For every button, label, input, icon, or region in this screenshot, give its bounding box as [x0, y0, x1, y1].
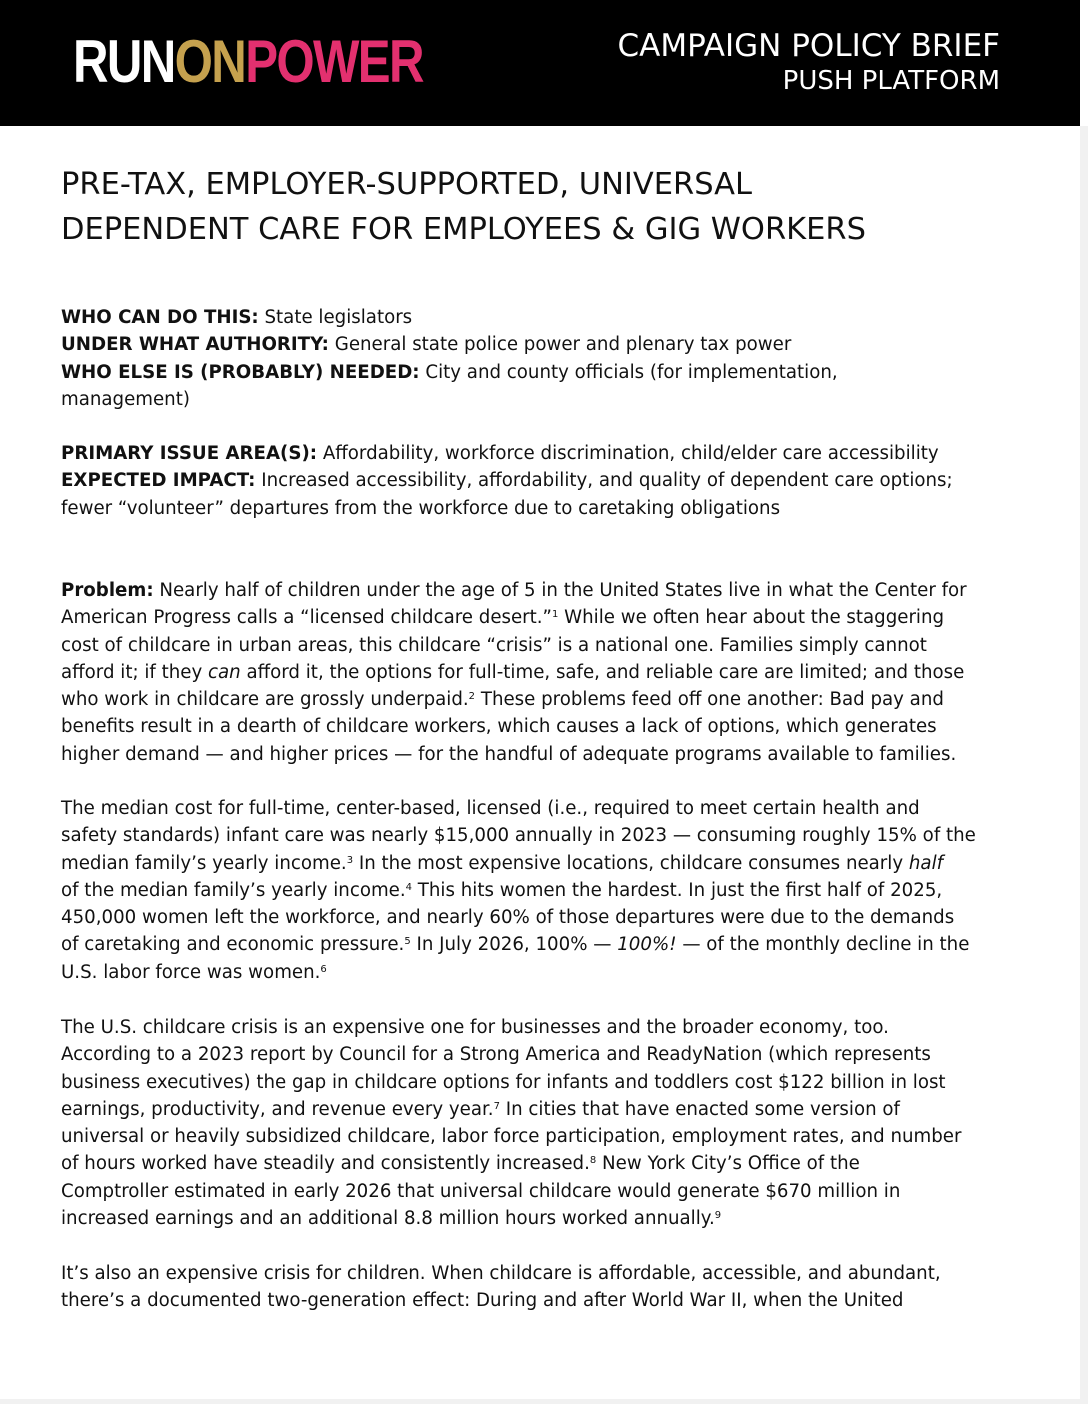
page-edge-bottom — [0, 1399, 1088, 1404]
logo-on: ON — [174, 28, 246, 95]
authority-value: General state police power and plenary tax power — [328, 334, 792, 356]
who-label: WHO CAN DO THIS: — [61, 307, 259, 328]
needed-label: WHO ELSE IS (PROBABLY) NEEDED: — [61, 361, 420, 383]
impact-label: EXPECTED IMPACT: — [61, 470, 256, 492]
needed-row-cont: management) — [61, 388, 190, 410]
who-value: State legislators — [258, 307, 413, 328]
issue-impact-section — [61, 440, 1021, 522]
title-line: DEPENDENT CARE FOR EMPLOYEES & GIG WORKERS — [61, 212, 866, 247]
needed-value: City and county officials (for implementation, — [419, 361, 838, 383]
children-paragraph: It’s also an expensive crisis for children. When childcare is affordable, accessible, and abundant, there’s a documented two-generation effect: During and after World War II, when the United — [61, 1263, 941, 1312]
logo-power: POWER — [245, 28, 423, 95]
issue-label: PRIMARY ISSUE AREA(S): — [61, 443, 318, 464]
footnote-ref[interactable]: 6 — [320, 963, 327, 975]
brief-heading — [618, 28, 1001, 98]
issue-value: Affordability, workforce discrimination, child/elder care accessibility — [317, 443, 939, 464]
footnote-ref[interactable]: 7 — [493, 1100, 500, 1112]
footnote-ref[interactable]: 5 — [404, 936, 411, 948]
actors-section — [61, 304, 1021, 413]
problem-paragraph: Problem: Nearly half of children under the age of 5 in the United States live in what the Center for American Progress calls a “licensed childcare desert.”$^1$ While we often hear about the staggering cost of childcare in urban areas, this childcare “crisis” is a national one. Families simply cannot afford it; if they can afford it, the options for full-time, safe, and reliable care are limited; and those who work in childcare are grossly underpaid.$^2$ These problems feed off one another: Bad pay and benefits result in a dearth of childcare workers, which causes a lack of options, which generates higher demand — and higher prices — for the handful of adequate programs available to families. — [61, 580, 967, 765]
who-can-do-row — [61, 304, 1021, 331]
footnote-ref[interactable]: 3 — [346, 854, 354, 866]
footnote-ref[interactable]: 8 — [589, 1155, 597, 1167]
footnote-ref[interactable]: 1 — [551, 609, 559, 621]
runonpower-logo — [73, 30, 423, 94]
impact-row-cont: fewer “volunteer” departures from the workforce due to caretaking obligations — [61, 497, 781, 519]
footnote-ref[interactable]: 2 — [468, 691, 476, 703]
impact-row — [61, 467, 1021, 494]
impact-value: Increased accessibility, affordability, and quality of dependent care options; — [255, 470, 953, 492]
cost-paragraph: The median cost for full-time, center-based, licensed (i.e., required to meet certain health and safety standards) infant care was nearly $15,000 annually in 2023 — consuming roughly 15% of the median family’s yearly income.$^3$ In the most expensive locations, childcare consumes nearly half of the median family’s yearly income.$^4$ This hits women the hardest. In just the first half of 2025, 450,000 women left the workforce, and nearly 60% of those departures were due to the demands of caretaking and economic pressure.$^5$ In July 2026, 100% — 100%! — of the monthly decline in the U.S. labor force was women.$^6$ — [61, 798, 976, 983]
document-title — [61, 162, 1021, 252]
issue-row — [61, 440, 1021, 467]
authority-label: UNDER WHAT AUTHORITY: — [61, 334, 329, 356]
logo-run: RUN — [73, 28, 175, 95]
platform-label: PUSH PLATFORM — [782, 66, 1000, 96]
footnote-ref[interactable]: 9 — [714, 1210, 722, 1222]
problem-label: Problem: — [61, 580, 154, 601]
brief-label: CAMPAIGN POLICY BRIEF — [617, 28, 1000, 64]
needed-row — [61, 359, 1021, 386]
page-edge-right — [1080, 126, 1088, 1404]
economy-paragraph: The U.S. childcare crisis is an expensive one for businesses and the broader economy, too. According to a 2023 report by Council for a Strong America and ReadyNation (which represents business executives) the gap in childcare options for infants and toddlers cost $122 billion in lost earnings, productivity, and revenue every year.$^7$ In cities that have enacted some version of universal or heavily subsidized childcare, labor force participation, employment rates, and number of hours worked have steadily and consistently increased.$^8$ New York City’s Office of the Comptroller estimated in early 2026 that universal childcare would generate $670 million in increased earnings and an additional 8.8 million hours worked annually.$^9$ — [61, 1017, 962, 1230]
title-line: PRE-TAX, EMPLOYER-SUPPORTED, UNIVERSAL — [61, 167, 753, 202]
authority-row — [61, 331, 1021, 358]
footnote-ref[interactable]: 4 — [405, 881, 413, 893]
header-bar — [0, 0, 1080, 126]
